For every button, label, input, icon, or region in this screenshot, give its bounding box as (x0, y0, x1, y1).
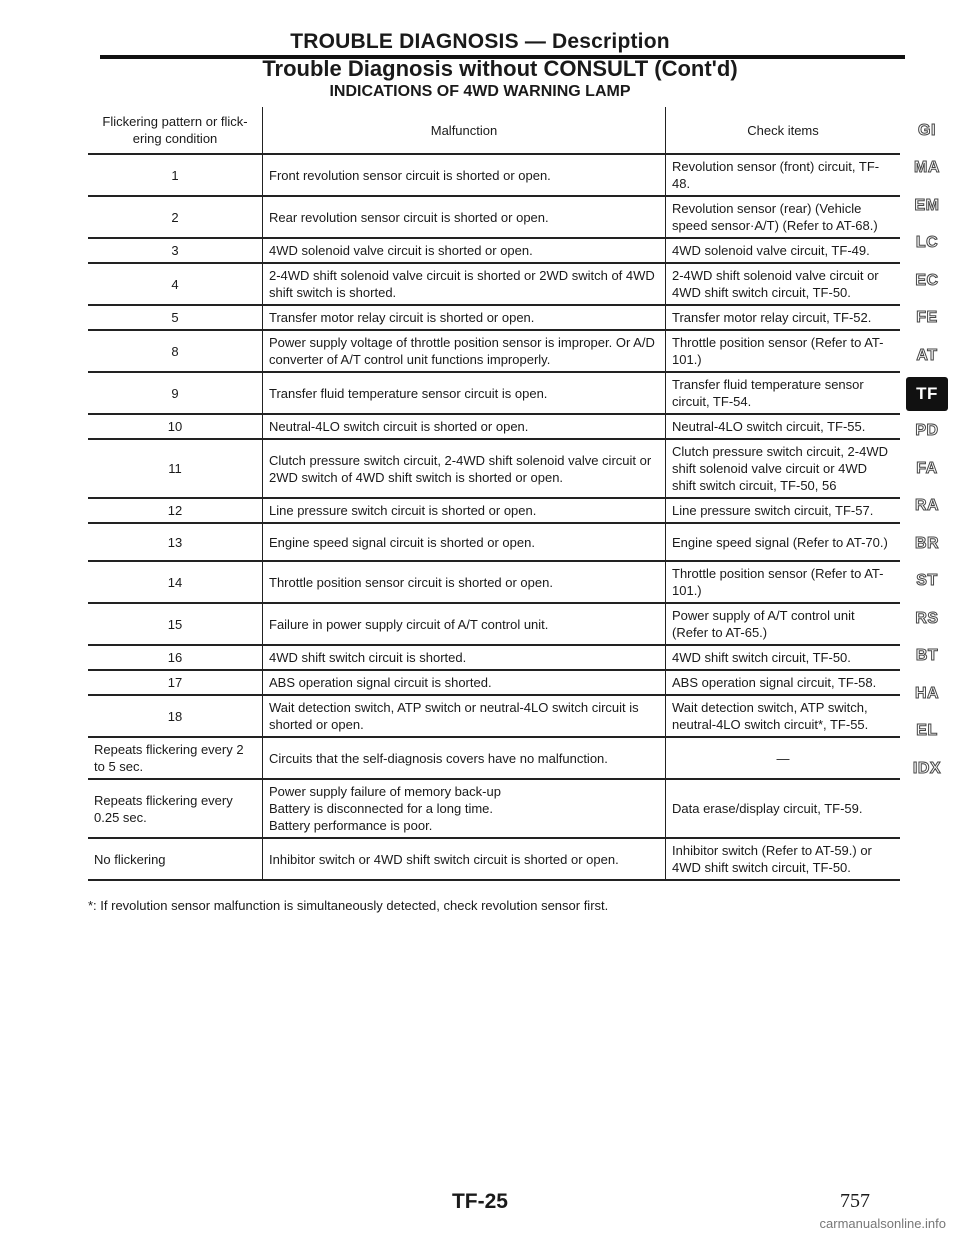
check-items-cell: — (666, 737, 901, 779)
sidebar-item-tf[interactable]: TF (906, 377, 948, 411)
sidebar-item-lc[interactable]: LC (915, 234, 939, 252)
pattern-cell: 2 (88, 196, 263, 238)
check-items-cell: 2-4WD shift solenoid valve circuit or 4WD shift switch circuit, TF-50. (666, 263, 901, 305)
pattern-cell: 15 (88, 603, 263, 645)
malfunction-cell: Inhibitor switch or 4WD shift switch circuit is shorted or open. (263, 838, 666, 880)
table-row (88, 154, 900, 196)
watermark: carmanualsonline.info (819, 1216, 946, 1231)
malfunction-cell: ABS operation signal circuit is shorted. (263, 670, 666, 695)
section-index-sidebar (906, 112, 948, 788)
check-items-cell: 4WD shift switch circuit, TF-50. (666, 645, 901, 670)
check-items-cell: 4WD solenoid valve circuit, TF-49. (666, 238, 901, 263)
malfunction-cell: Engine speed signal circuit is shorted or open. (263, 523, 666, 561)
check-items-cell: Throttle position sensor (Refer to AT-101.) (666, 330, 901, 372)
table-row (88, 779, 900, 838)
sidebar-item-ma[interactable]: MA (914, 159, 940, 177)
pattern-cell: 13 (88, 523, 263, 561)
sidebar-item-ha[interactable]: HA (914, 684, 940, 702)
sidebar-item-el[interactable]: EL (916, 722, 938, 740)
table-row (88, 414, 900, 439)
column-header-pattern: Flickering pattern or flick-ering condition (88, 107, 263, 154)
malfunction-cell: Transfer motor relay circuit is shorted or open. (263, 305, 666, 330)
table-row (88, 305, 900, 330)
check-items-cell: Inhibitor switch (Refer to AT-59.) or 4WD shift switch circuit, TF-50. (666, 838, 901, 880)
check-items-cell: Wait detection switch, ATP switch, neutral-4LO switch circuit*, TF-55. (666, 695, 901, 737)
pattern-cell: Repeats flickering every 0.25 sec. (88, 779, 263, 838)
pattern-cell: No flickering (88, 838, 263, 880)
table-row (88, 838, 900, 880)
sidebar-item-idx[interactable]: IDX (912, 759, 942, 777)
table-row (88, 238, 900, 263)
table-row (88, 372, 900, 414)
malfunction-cell: Power supply voltage of throttle position sensor is improper. Or A/D converter of A/T control unit functions improperly. (263, 330, 666, 372)
sidebar-item-at[interactable]: AT (916, 346, 938, 364)
malfunction-cell: Throttle position sensor circuit is shorted or open. (263, 561, 666, 603)
malfunction-cell: Front revolution sensor circuit is shorted or open. (263, 154, 666, 196)
table-row (88, 645, 900, 670)
pattern-cell: 8 (88, 330, 263, 372)
malfunction-cell: Circuits that the self-diagnosis covers have no malfunction. (263, 737, 666, 779)
sidebar-item-ra[interactable]: RA (914, 497, 940, 515)
table-row (88, 695, 900, 737)
sidebar-item-bt[interactable]: BT (915, 647, 939, 665)
check-items-cell: Engine speed signal (Refer to AT-70.) (666, 523, 901, 561)
sidebar-item-fe[interactable]: FE (916, 309, 938, 327)
pattern-cell: 9 (88, 372, 263, 414)
check-items-cell: Neutral-4LO switch circuit, TF-55. (666, 414, 901, 439)
diagnosis-table (88, 107, 900, 881)
sidebar-item-rs[interactable]: RS (915, 609, 939, 627)
pattern-cell: 17 (88, 670, 263, 695)
sidebar-item-em[interactable]: EM (914, 196, 940, 214)
check-items-cell: Transfer motor relay circuit, TF-52. (666, 305, 901, 330)
sidebar-item-br[interactable]: BR (914, 534, 940, 552)
table-row (88, 561, 900, 603)
check-items-cell: Revolution sensor (rear) (Vehicle speed sensor·A/T) (Refer to AT-68.) (666, 196, 901, 238)
column-header-check-items: Check items (666, 107, 901, 154)
malfunction-cell: Power supply failure of memory back-up Battery is disconnected for a long time. Battery performance is poor. (263, 779, 666, 838)
pattern-cell: 3 (88, 238, 263, 263)
malfunction-cell: 4WD solenoid valve circuit is shorted or open. (263, 238, 666, 263)
pattern-cell: 14 (88, 561, 263, 603)
sidebar-item-st[interactable]: ST (916, 572, 938, 590)
check-items-cell: ABS operation signal circuit, TF-58. (666, 670, 901, 695)
check-items-cell: Line pressure switch circuit, TF-57. (666, 498, 901, 523)
malfunction-cell: Transfer fluid temperature sensor circuit is open. (263, 372, 666, 414)
pattern-cell: 11 (88, 439, 263, 498)
check-items-cell: Data erase/display circuit, TF-59. (666, 779, 901, 838)
table-row (88, 263, 900, 305)
pattern-cell: 16 (88, 645, 263, 670)
page-title: TROUBLE DIAGNOSIS — Description (290, 30, 670, 53)
sidebar-item-ec[interactable]: EC (915, 271, 939, 289)
pattern-cell: 4 (88, 263, 263, 305)
malfunction-cell: Clutch pressure switch circuit, 2-4WD shift solenoid valve circuit or 2WD switch of 4WD shift switch is shorted or open. (263, 439, 666, 498)
pattern-cell: 12 (88, 498, 263, 523)
sidebar-item-fa[interactable]: FA (916, 459, 938, 477)
malfunction-cell: Wait detection switch, ATP switch or neutral-4LO switch circuit is shorted or open. (263, 695, 666, 737)
pattern-cell: 10 (88, 414, 263, 439)
malfunction-cell: Failure in power supply circuit of A/T control unit. (263, 603, 666, 645)
malfunction-cell: Line pressure switch circuit is shorted or open. (263, 498, 666, 523)
pattern-cell: 18 (88, 695, 263, 737)
column-header-malfunction: Malfunction (263, 107, 666, 154)
pattern-cell: Repeats flickering every 2 to 5 sec. (88, 737, 263, 779)
pattern-cell: 5 (88, 305, 263, 330)
pattern-cell: 1 (88, 154, 263, 196)
malfunction-cell: 2-4WD shift solenoid valve circuit is shorted or 2WD switch of 4WD shift switch is shorted. (263, 263, 666, 305)
table-header-row (88, 107, 900, 154)
table-row (88, 670, 900, 695)
table-row (88, 523, 900, 561)
page-number: 757 (840, 1190, 870, 1212)
section-heading: INDICATIONS OF 4WD WARNING LAMP (329, 83, 631, 100)
check-items-cell: Transfer fluid temperature sensor circuit, TF-54. (666, 372, 901, 414)
malfunction-cell: Rear revolution sensor circuit is shorted or open. (263, 196, 666, 238)
footnote: *: If revolution sensor malfunction is simultaneously detected, check revolution sensor first. (88, 898, 609, 913)
table-row (88, 603, 900, 645)
table-row (88, 196, 900, 238)
sidebar-item-gi[interactable]: GI (918, 121, 936, 139)
sidebar-item-pd[interactable]: PD (915, 422, 939, 440)
check-items-cell: Revolution sensor (front) circuit, TF-48. (666, 154, 901, 196)
malfunction-cell: Neutral-4LO switch circuit is shorted or open. (263, 414, 666, 439)
table-row (88, 330, 900, 372)
page-subtitle: Trouble Diagnosis without CONSULT (Cont'd) (262, 56, 738, 81)
table-row (88, 439, 900, 498)
table-row (88, 737, 900, 779)
check-items-cell: Throttle position sensor (Refer to AT-101.) (666, 561, 901, 603)
page-code: TF-25 (451, 1190, 508, 1213)
check-items-cell: Power supply of A/T control unit (Refer to AT-65.) (666, 603, 901, 645)
check-items-cell: Clutch pressure switch circuit, 2-4WD shift solenoid valve circuit or 4WD shift switch circuit, TF-50, 56 (666, 439, 901, 498)
malfunction-cell: 4WD shift switch circuit is shorted. (263, 645, 666, 670)
table-row (88, 498, 900, 523)
